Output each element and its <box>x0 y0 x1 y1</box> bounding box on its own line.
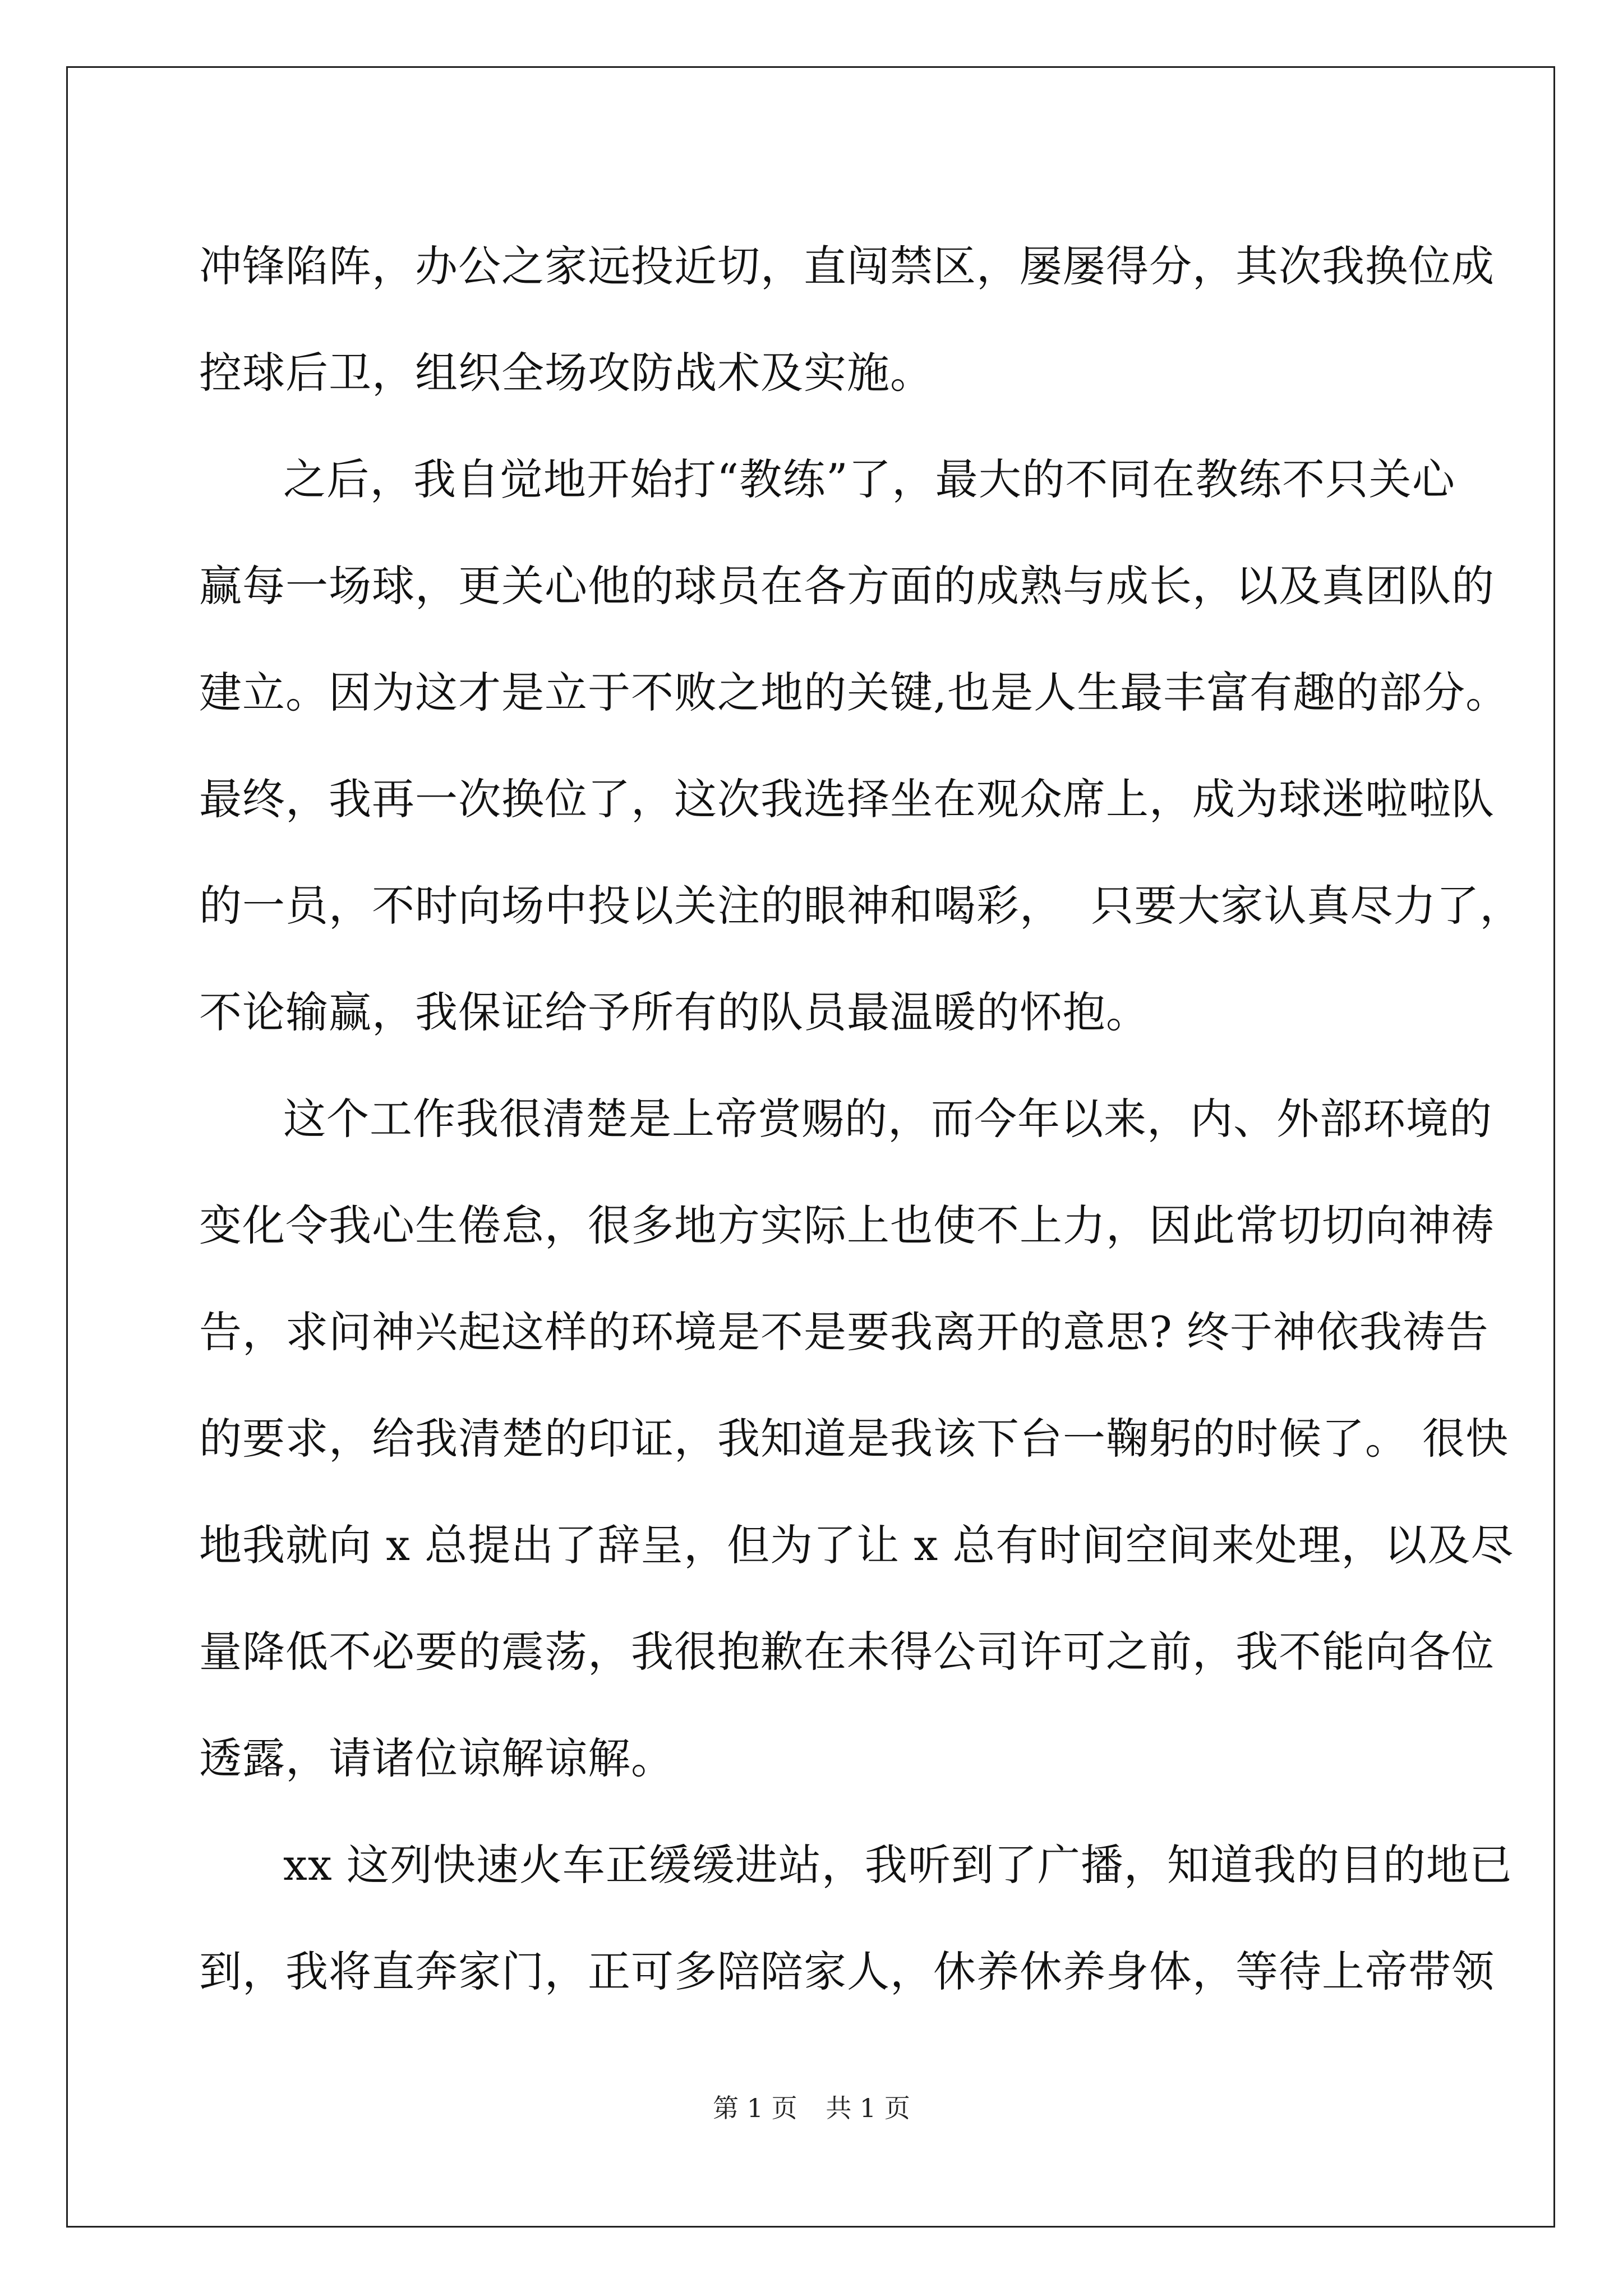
paragraph-first-line: 这个工作我很清楚是上帝赏赐的，而今年以来，内、外部环境的 <box>283 1094 1492 1144</box>
page-number: 第 1 页 <box>713 2093 797 2123</box>
text-line: 的要求，给我清楚的印证，我知道是我该下台一鞠躬的时候了。 很快 <box>199 1414 1509 1464</box>
text-line: 透露，请诸位谅解谅解。 <box>199 1733 674 1783</box>
text-line: 地我就向 x 总提出了辞呈，但为了让 x 总有时间空间来处理，以及尽 <box>199 1520 1514 1570</box>
text-line: 冲锋陷阵，办公之家远投近切，直闯禁区，屡屡得分，其次我换位成 <box>199 241 1495 291</box>
text-line: 变化令我心生倦怠，很多地方实际上也使不上力，因此常切切向神祷 <box>199 1200 1495 1250</box>
text-line: 的一员，不时向场中投以关注的眼神和喝彩， 只要大家认真尽力了， <box>199 881 1523 931</box>
text-line: 不论输赢，我保证给予所有的队员最温暖的怀抱。 <box>199 987 1149 1037</box>
text-line: 建立。因为这才是立于不败之地的关键,也是人生最丰富有趣的部分。 <box>199 668 1509 717</box>
text-line: 赢每一场球，更关心他的球员在各方面的成熟与成长，以及真团队的 <box>199 561 1495 611</box>
page-footer <box>0 2088 1623 2125</box>
text-line: 量降低不必要的震荡，我很抱歉在未得公司许可之前，我不能向各位 <box>199 1627 1495 1677</box>
page-total: 共 1 页 <box>826 2093 910 2123</box>
document-body <box>199 213 1523 2025</box>
text-line: 告，求问神兴起这样的环境是不是要我离开的意思? 终于神依我祷告 <box>199 1307 1489 1357</box>
text-line: 控球后卫，组织全场攻防战术及实施。 <box>199 348 933 398</box>
paragraph-first-line: 之后，我自觉地开始打“教练”了，最大的不同在教练不只关心 <box>283 454 1455 504</box>
paragraph-first-line: xx 这列快速火车正缓缓进站，我听到了广播，知道我的目的地已 <box>283 1840 1513 1890</box>
text-line: 最终，我再一次换位了，这次我选择坐在观众席上，成为球迷啦啦队 <box>199 774 1495 824</box>
text-line: 到，我将直奔家门，正可多陪陪家人，休养休养身体，等待上帝带领 <box>199 1947 1495 1996</box>
